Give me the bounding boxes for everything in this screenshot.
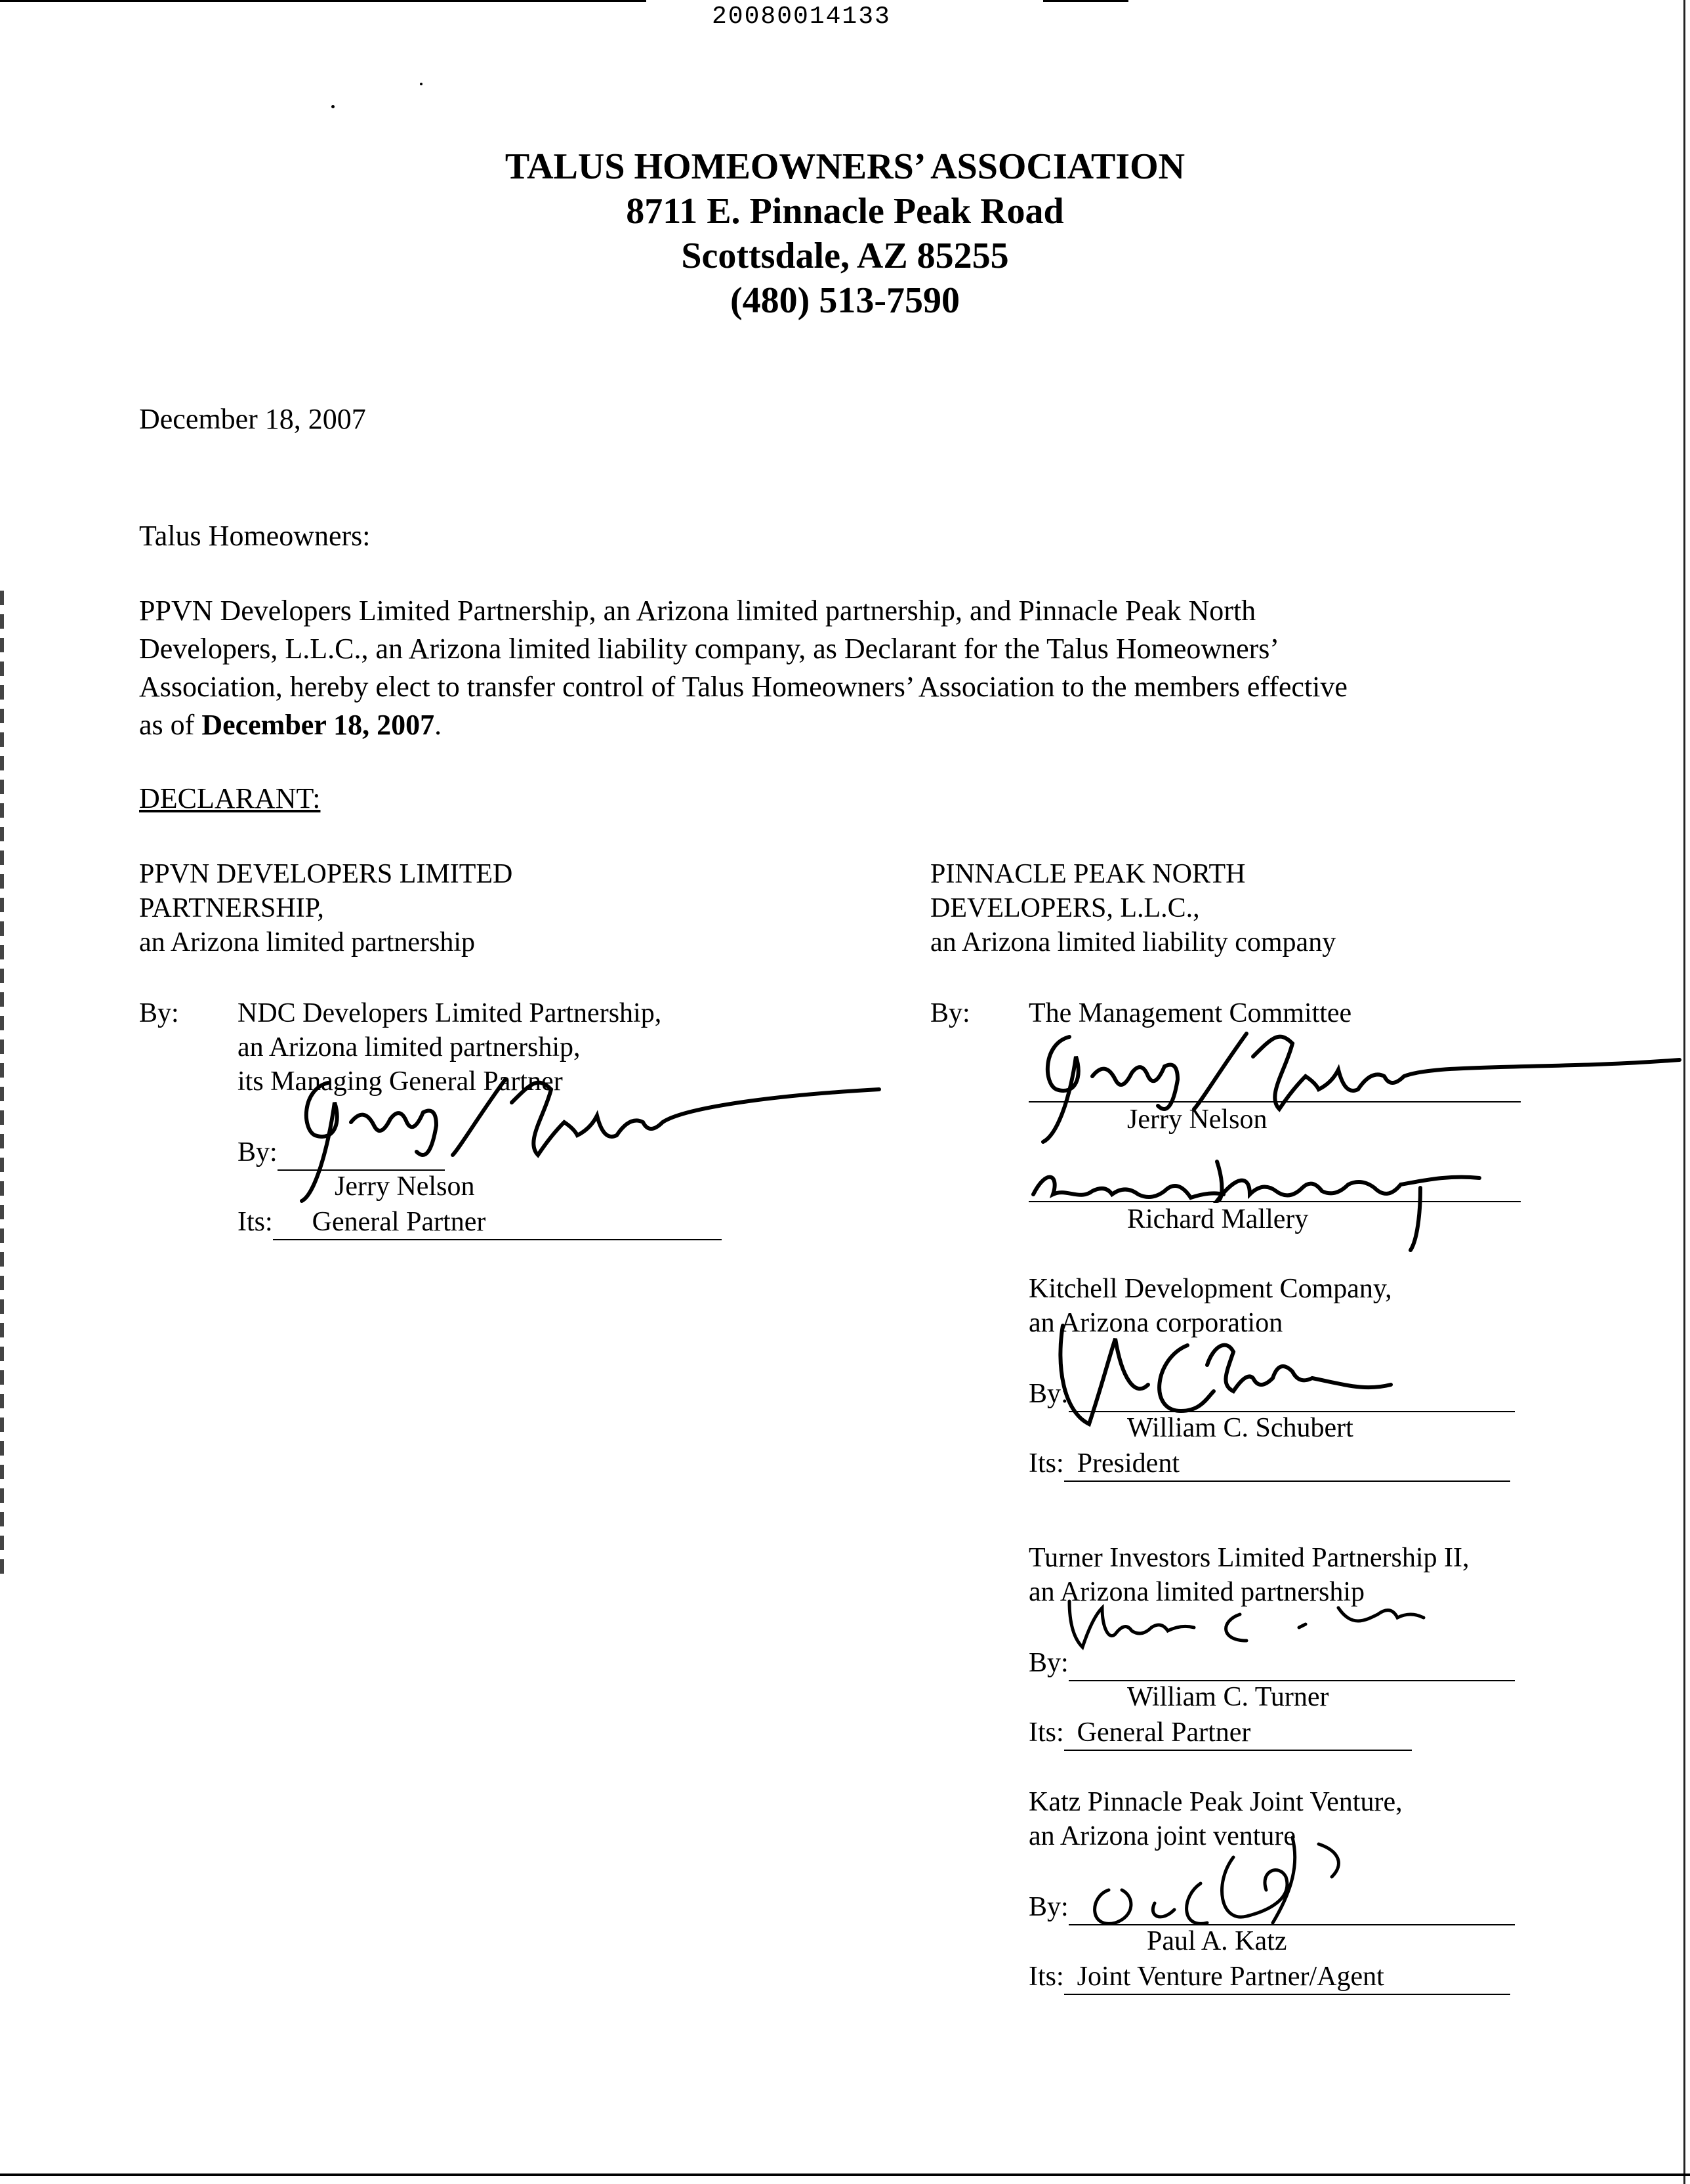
turner-description: an Arizona limited partnership bbox=[1029, 1577, 1365, 1607]
association-street: 8711 E. Pinnacle Peak Road bbox=[626, 191, 1064, 232]
kitchell-its-label: Its: bbox=[1029, 1448, 1064, 1479]
katz-name: Katz Pinnacle Peak Joint Venture, bbox=[1029, 1787, 1403, 1817]
katz-title: Joint Venture Partner/Agent bbox=[1064, 1960, 1510, 1995]
right-signer1-name: Jerry Nelson bbox=[1127, 1104, 1268, 1135]
left-its-value: General Partner bbox=[273, 1205, 722, 1240]
katz-description: an Arizona joint venture bbox=[1029, 1821, 1296, 1851]
body-line bbox=[139, 706, 1530, 744]
body-line-prefix: as of bbox=[139, 709, 202, 741]
katz-by-label: By: bbox=[1029, 1892, 1069, 1922]
document-number: 20080014133 bbox=[712, 3, 891, 31]
katz-its-label: Its: bbox=[1029, 1962, 1064, 1992]
right-party-block bbox=[930, 857, 1336, 959]
turner-by-label: By: bbox=[1029, 1648, 1069, 1678]
body-line-suffix: . bbox=[434, 709, 442, 741]
right-party-name: DEVELOPERS, L.L.C., bbox=[930, 893, 1200, 923]
left-party-description: an Arizona limited partnership bbox=[139, 927, 476, 957]
left-signer-name: Jerry Nelson bbox=[335, 1171, 475, 1202]
left-partner-name: NDC Developers Limited Partnership, bbox=[237, 998, 662, 1028]
kitchell-signer-name: William C. Schubert bbox=[1127, 1413, 1353, 1443]
william-schubert-signature bbox=[1050, 1306, 1417, 1440]
richard-mallery-signature bbox=[1027, 1148, 1499, 1257]
association-city: Scottsdale, AZ 85255 bbox=[681, 236, 1009, 276]
association-phone: (480) 513-7590 bbox=[730, 280, 960, 321]
left-edge-marks bbox=[0, 591, 4, 1575]
salutation: Talus Homeowners: bbox=[139, 520, 371, 552]
right-party-name: PINNACLE PEAK NORTH bbox=[930, 859, 1246, 889]
body-line: PPVN Developers Limited Partnership, an Arizona limited partnership, and Pinnacle Peak North bbox=[139, 595, 1256, 627]
left-party-name: PPVN DEVELOPERS LIMITED bbox=[139, 859, 513, 889]
turner-title: General Partner bbox=[1064, 1715, 1412, 1751]
top-border-line bbox=[1043, 0, 1128, 2]
top-border-line bbox=[0, 0, 646, 2]
declarant-heading: DECLARANT: bbox=[139, 782, 321, 814]
right-signer2-name: Richard Mallery bbox=[1127, 1204, 1309, 1234]
letterhead bbox=[0, 144, 1690, 323]
turner-signer-name: William C. Turner bbox=[1127, 1682, 1329, 1712]
scan-speck bbox=[331, 105, 335, 108]
body-line: Association, hereby elect to transfer control of Talus Homeowners’ Association to the members effective bbox=[139, 671, 1348, 703]
bottom-border-line bbox=[0, 2174, 1690, 2176]
letter-date: December 18, 2007 bbox=[139, 403, 366, 435]
kitchell-description: an Arizona corporation bbox=[1029, 1308, 1283, 1338]
katz-its-row bbox=[1029, 1960, 1510, 1995]
kitchell-by-label: By: bbox=[1029, 1379, 1069, 1409]
jerry-nelson-signature-left bbox=[289, 1063, 892, 1217]
kitchell-its-row bbox=[1029, 1446, 1510, 1482]
left-partner-role: its Managing General Partner bbox=[237, 1066, 563, 1097]
turner-name: Turner Investors Limited Partnership II, bbox=[1029, 1543, 1470, 1573]
william-turner-signature bbox=[1063, 1588, 1470, 1664]
left-by-label: By: bbox=[139, 998, 179, 1028]
kitchell-name: Kitchell Development Company, bbox=[1029, 1274, 1392, 1304]
turner-its-label: Its: bbox=[1029, 1717, 1064, 1748]
body-paragraph bbox=[139, 592, 1530, 744]
kitchell-title: President bbox=[1064, 1446, 1510, 1482]
effective-date: December 18, 2007 bbox=[201, 709, 435, 741]
left-party-name: PARTNERSHIP, bbox=[139, 893, 324, 923]
association-name: TALUS HOMEOWNERS’ ASSOCIATION bbox=[505, 146, 1185, 187]
left-partner-description: an Arizona limited partnership, bbox=[237, 1032, 581, 1062]
paul-katz-signature bbox=[1076, 1824, 1391, 1939]
katz-signer-name: Paul A. Katz bbox=[1147, 1926, 1287, 1956]
jerry-nelson-signature-right bbox=[1030, 1024, 1686, 1158]
left-party-block bbox=[139, 857, 512, 959]
right-party-description: an Arizona limited liability company bbox=[930, 927, 1336, 957]
left-sign-by-label: By: bbox=[237, 1137, 278, 1167]
turner-its-row bbox=[1029, 1715, 1412, 1751]
right-by-label: By: bbox=[930, 998, 970, 1028]
left-its-label: Its: bbox=[237, 1207, 273, 1237]
management-committee: The Management Committee bbox=[1029, 998, 1352, 1028]
scan-speck bbox=[420, 83, 422, 85]
body-line: Developers, L.L.C., an Arizona limited liability company, as Declarant for the Talus Homeowners’ bbox=[139, 633, 1280, 665]
